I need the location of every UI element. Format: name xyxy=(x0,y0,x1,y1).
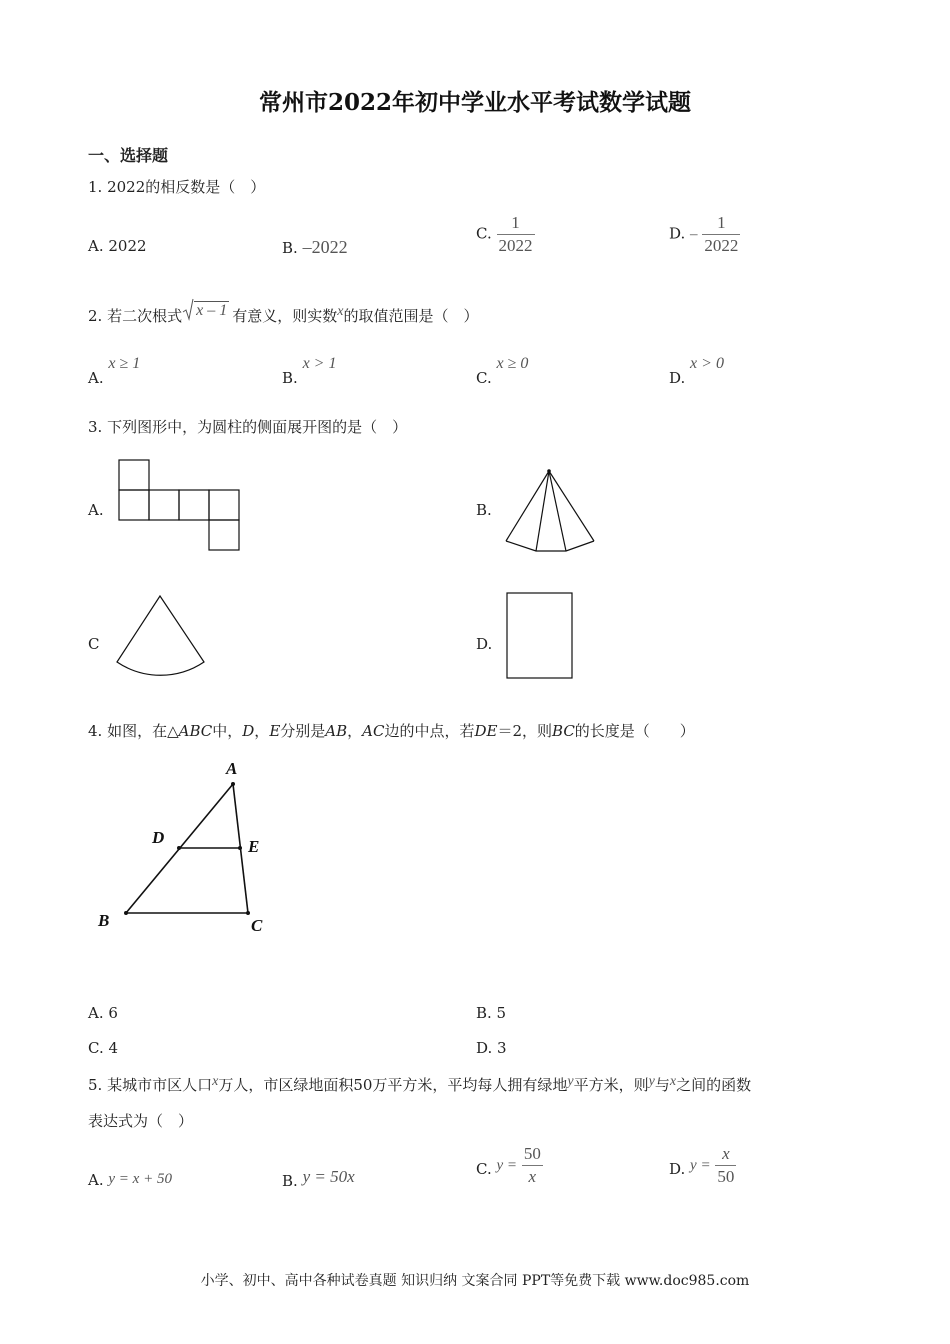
q3-option-c-label: C xyxy=(88,635,100,653)
question-5-stem-line2: 表达式为（ ） xyxy=(88,1112,194,1130)
q1-option-b: B. –2022 xyxy=(282,237,348,257)
rectangle-figure xyxy=(503,590,578,682)
q1-option-a: A. 2022 xyxy=(88,237,147,255)
q3-option-a-label: A. xyxy=(88,501,104,519)
q2-option-a: A. x ≥ 1 xyxy=(88,355,141,387)
question-3-stem: 3. 下列图形中，为圆柱的侧面展开图的是（ ） xyxy=(88,418,408,436)
q4-option-a: A. 6 xyxy=(88,1004,118,1022)
sector-figure xyxy=(110,590,210,682)
q3-option-b-label: B. xyxy=(476,501,492,519)
q5-option-b: B. y = 50x xyxy=(282,1167,355,1190)
vertex-label-a: A xyxy=(226,759,238,778)
section-heading: 一、选择题 xyxy=(88,146,169,165)
radical-sign-icon xyxy=(182,298,194,322)
q2-option-b: B. x > 1 xyxy=(282,355,337,387)
q4-option-c: C. 4 xyxy=(88,1039,119,1057)
vertex-label-d: D xyxy=(152,828,165,847)
triangle-figure xyxy=(88,752,288,942)
question-2-stem: 2. 若二次根式 x – 1 有意义，则实数x的取值范围是（ ） xyxy=(88,305,478,326)
vertex-label-b: B xyxy=(98,911,110,930)
q5-option-d: D. y = $\frac{x}{50}$ xyxy=(669,1144,735,1186)
fraction: $\frac{x}{50}$ xyxy=(717,1144,735,1186)
page-footer: 小学、初中、高中各种试卷真题 知识归纳 文案合同 PPT等免费下载 www.doc985.com xyxy=(200,1273,750,1289)
q2-option-c: C. x ≥ 0 xyxy=(476,355,529,387)
fraction: $\frac{1}{2022}$ xyxy=(704,213,739,255)
vertex-label-c: C xyxy=(251,916,263,935)
q3-option-d-label: D. xyxy=(476,635,493,653)
q4-option-d: D. 3 xyxy=(476,1039,507,1057)
q5-option-c: C. y = $\frac{50}{x}$ xyxy=(476,1144,541,1186)
q2-option-d: D. x > 0 xyxy=(669,355,724,387)
fraction: $\frac{1}{2022}$ xyxy=(498,213,533,255)
vertex-label-e: E xyxy=(248,837,260,856)
question-4-stem: 4. 如图，在△ABC中，D，E分别是AB，AC边的中点，若DE＝2，则BC的长度是（ ） xyxy=(88,722,695,740)
question-5-stem: 5. 某城市市区人口x万人，市区绿地面积50万平方米，平均每人拥有绿地y平方米，则y与x之间的函数 xyxy=(88,1074,752,1094)
square-root: x – 1 xyxy=(182,301,229,320)
fraction: $\frac{50}{x}$ xyxy=(523,1144,541,1186)
pyramid-net-figure xyxy=(500,465,600,555)
q1-option-d: D. – $\frac{1}{2022}$ xyxy=(669,213,739,255)
question-1-stem: 1. 2022的相反数是（ ） xyxy=(88,178,266,196)
q1-option-c: C. $\frac{1}{2022}$ xyxy=(476,213,533,255)
cube-net-figure xyxy=(112,455,252,555)
q5-option-a: A. y = x + 50 xyxy=(88,1171,172,1189)
exam-title: 常州市2022年初中学业水平考试数学试题 xyxy=(258,89,691,116)
q4-option-b: B. 5 xyxy=(476,1004,507,1022)
